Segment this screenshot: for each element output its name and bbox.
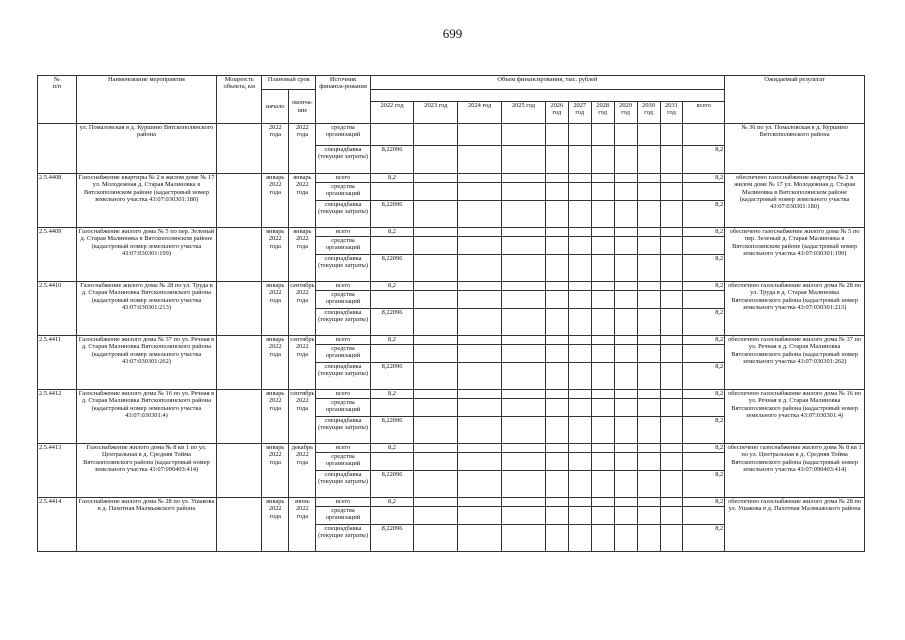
row-end: сентябрь 2022 года [289,390,316,444]
table-row [38,124,865,146]
row-value-2022: 8,22096 [370,201,414,228]
row-value-total: 8,2 [683,146,725,174]
row-source: спецнадбавка (текущие затраты) [316,255,370,282]
row-number: 2.5.4412 [38,390,77,444]
row-number: 2.5.4414 [38,498,77,552]
row-source: спецнадбавка (текущие затраты) [316,363,370,390]
header-capacity: Мощность объекта, км [217,76,262,124]
row-start: январь 2022 года [262,498,289,552]
row-number: 2.5.4411 [38,336,77,390]
row-value-total: 8,2 [683,336,725,345]
row-start: январь 2022 года [262,390,289,444]
row-start: 2022 года [262,124,289,174]
row-source-total: всего [316,498,370,507]
row-source: спецнадбавка (текущие затраты) [316,525,370,552]
row-source-total: всего [316,228,370,237]
row-value-2022: 8,2 [370,390,414,399]
row-result: обеспечено газоснабжение жилого дома № 16 по ул. Речная в д. Старая Малиновка Вятскополянского района (кадастровый номер земельного участка 43:07:030301:4) [725,390,865,444]
row-result: обеспечено газоснабжение жилого дома № 5 по пер. Зеленый д. Старая Малиновка в Вятскополянском районе (кадастровый номер земельного участка 43:07:030301:199) [725,228,865,282]
header-year: 2025 год [502,102,546,124]
header-year: 2029 год [614,102,637,124]
row-value-2022: 8,22096 [370,363,414,390]
table-row [38,174,865,183]
row-start: январь 2022 года [262,336,289,390]
header-year: 2024 год [458,102,502,124]
header-year: 2026 год [545,102,568,124]
row-value-total: 8,2 [683,525,725,552]
row-source: средства организаций [316,399,370,417]
row-source: средства организаций [316,507,370,525]
row-source-total: всего [316,444,370,453]
row-value-2022: 8,22096 [370,146,414,174]
row-value-2022: 8,22096 [370,309,414,336]
row-name: Газоснабжение жилого дома № 28 по ул. Ушакова в д. Пахотная Малмыжского района [76,498,217,552]
row-end: 2022 года [289,124,316,174]
row-start: январь 2022 года [262,228,289,282]
row-name: Газоснабжение жилого дома № 8 кв 1 по ул. Центральная в д. Средняя Тойма Вятскополянского района (кадастровый номер земельного участка 43:07:090403:414) [76,444,217,498]
row-end: сентябрь 2022 года [289,336,316,390]
row-source: средства организаций [316,453,370,471]
row-name: Газоснабжение жилого дома № 37 по ул. Речная в д. Старая Малиновка Вятскополянского района (кадастровый номер земельного участка 43:07:030301:262) [76,336,217,390]
header-year: 2023 год [414,102,458,124]
header-year: 2030 год [637,102,660,124]
row-value-2022: 8,2 [370,444,414,453]
row-value-total: 8,2 [683,282,725,291]
row-name: Газоснабжение жилого дома № 16 по ул. Речная в д. Старая Малиновка Вятскополянского района (кадастровый номер земельного участка 43:07:030301:4) [76,390,217,444]
table-row [38,282,865,291]
table-row [38,444,865,453]
row-result: обеспечено газоснабжение жилого дома № 28 по ул. Ушакова в д. Пахотная Малмыжского района [725,498,865,552]
header-year: 2031 год [660,102,683,124]
row-end: январь 2022 года [289,174,316,228]
row-result: обеспечено газоснабжение жилого дома № 37 по ул. Речная в д. Старая Малиновка Вятскополянского района (кадастровый номер земельного участка 43:07:030301:262) [725,336,865,390]
row-source: средства организаций [316,237,370,255]
header-year: 2028 год [591,102,614,124]
table-row [38,228,865,237]
header-start: начало [262,90,289,124]
row-value-total: 8,2 [683,390,725,399]
header-year: 2022 год [370,102,414,124]
row-number: 2.5.4408 [38,174,77,228]
table-row [38,390,865,399]
header-period: Плановый срок [262,76,316,90]
row-value-total: 8,2 [683,174,725,183]
header-end: оконча-ние [289,90,316,124]
table-header [38,76,865,124]
row-name: Газоснабжение жилого дома № 5 по пер. Зеленый д. Старая Малиновка в Вятскополянском районе (кадастровый номер земельного участка 43:07:030301:199) [76,228,217,282]
row-name: ул. Помаловская в д. Куршино Вятскополянского района [76,124,217,174]
row-number: 2.5.4409 [38,228,77,282]
row-value-total: 8,2 [683,417,725,444]
row-source: спецнадбавка (текущие затраты) [316,309,370,336]
table-row [38,498,865,507]
row-name: Газоснабжение квартиры № 2 в жилом доме № 17 ул. Молодежная д. Старая Малиновка в Вятскополянском районе (кадастровый номер земельного участка 43:07:030301:180) [76,174,217,228]
header-year: 2027 год [568,102,591,124]
row-value-total: 8,2 [683,444,725,453]
row-value-total: 8,2 [683,201,725,228]
row-number: 2.5.4413 [38,444,77,498]
row-result: обеспечено газоснабжение жилого дома № 28 по ул. Труда в д. Старая Малиновка Вятскополянского района (кадастровый номер земельного участка 43:07:030301:213) [725,282,865,336]
row-source-total: всего [316,336,370,345]
row-source: спецнадбавка (текущие затраты) [316,471,370,498]
row-end: январь 2022 года [289,228,316,282]
financing-table [37,75,865,552]
row-value-total: 8,2 [683,363,725,390]
row-result: № 36 по ул. Помаловская в д. Куршино Вятскополянского района [725,124,865,174]
row-source-total: всего [316,390,370,399]
row-source: средства организаций [316,345,370,363]
row-start: январь 2022 года [262,282,289,336]
row-value-2022: 8,22096 [370,525,414,552]
row-result: обеспечено газоснабжение жилого дома № 8 кв 1 по ул. Центральная в д. Средняя Тойма Вятскополянского района (кадастровый номер земельного участка 43:07:090403:414) [725,444,865,498]
row-source-total: всего [316,282,370,291]
row-value-2022: 8,2 [370,336,414,345]
row-value-2022: 8,22096 [370,417,414,444]
header-total: всего [683,102,725,124]
row-value-2022: 8,2 [370,282,414,291]
header-spacer [370,90,725,102]
row-number: 2.5.4410 [38,282,77,336]
row-value-2022: 8,2 [370,228,414,237]
row-end: декабрь 2022 года [289,444,316,498]
table-body [38,124,865,552]
row-name: Газоснабжение жилого дома № 28 по ул. Труда в д. Старая Малиновка Вятскополянского района (кадастровый номер земельного участка 43:07:030301:213) [76,282,217,336]
row-value-2022: 8,2 [370,498,414,507]
header-volume: Объем финансирования, тыс. рублей [370,76,725,90]
header-num: № п/п [38,76,77,124]
row-source: спецнадбавка (текущие затраты) [316,201,370,228]
row-result: обеспечено газоснабжение квартиры № 2 в жилом доме № 17 ул. Молодежная д. Старая Малиновка в Вятскополянском районе (кадастровый номер земельного участка 43:07:030301:180) [725,174,865,228]
header-name: Наименование мероприятия [76,76,217,124]
row-end: июнь 2022 года [289,498,316,552]
row-source-total: всего [316,174,370,183]
row-value-2022: 8,2 [370,174,414,183]
row-end: сентябрь 2022 года [289,282,316,336]
row-source: спецнадбавка (текущие затраты) [316,417,370,444]
header-source: Источник финанси-рования [316,76,370,124]
row-start: январь 2022 года [262,174,289,228]
row-value-2022: 8,22096 [370,471,414,498]
row-value-total: 8,2 [683,471,725,498]
row-source: средства организаций [316,183,370,201]
row-source: средства организаций [316,291,370,309]
row-value-2022: 8,22096 [370,255,414,282]
row-value-total: 8,2 [683,228,725,237]
row-value-total: 8,2 [683,255,725,282]
row-value-total: 8,2 [683,498,725,507]
page-number: 699 [442,26,463,41]
header-result: Ожидаемый результат [725,76,865,124]
row-source: средства организаций [316,124,370,146]
row-source: спецнадбавка (текущие затраты) [316,146,370,174]
row-value-total: 8,2 [683,309,725,336]
row-start: январь 2022 года [262,444,289,498]
table-row [38,336,865,345]
